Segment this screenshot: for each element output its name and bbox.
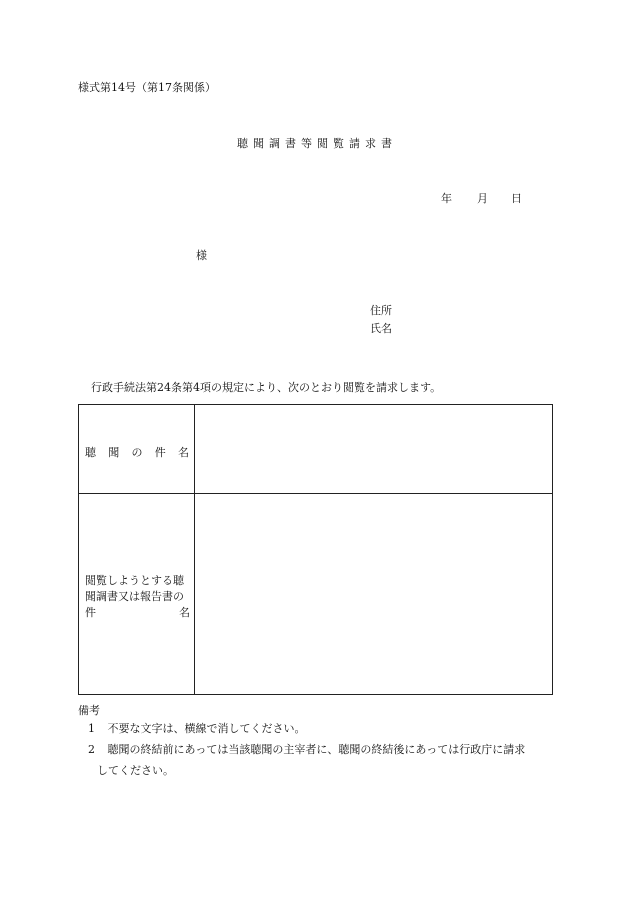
date-year-label: 年 [441,192,452,205]
label-char: 聴 [85,446,96,459]
notes-heading: 備考 [78,704,100,717]
label-char: 件 [85,606,96,619]
note-number: 2 [88,743,95,756]
note-number: 1 [88,722,95,735]
document-case-label [85,573,190,621]
note-text: 聴聞の終結前にあっては当該聴聞の主宰者に、聴聞の終結後にあっては行政庁に請求 [107,743,526,756]
table-row-hearing-case [79,405,552,494]
document-case-label-cell [79,494,195,694]
document-title: 聴聞調書等閲覧請求書 [237,137,397,150]
label-line [85,605,190,621]
note-text: 不要な文字は、横線で消してください。 [107,722,306,735]
label-char: 名 [179,606,190,619]
hearing-case-label-cell [79,405,195,493]
table-row-document-case [79,494,552,694]
label-line: 閲覧しようとする聴 [85,574,184,587]
hearing-case-field[interactable] [195,405,552,493]
hearing-case-label [85,444,189,460]
label-char: 聞 [108,446,120,459]
request-statement: 行政手続法第24条第4項の規定により、次のとおり閲覧を請求します。 [91,381,442,394]
document-case-field[interactable] [195,494,552,694]
form-number: 様式第14号（第17条関係） [78,81,216,94]
request-table [78,404,553,695]
label-char: 名 [178,446,189,459]
note-item-2 [88,739,525,760]
addressee-suffix: 様 [196,249,207,262]
note-item-1 [88,718,306,739]
label-char: の [131,446,143,459]
address-label: 住所 [370,304,392,317]
label-char: 件 [154,446,166,459]
name-label: 氏名 [370,322,392,335]
note-item-2-continuation: してください。 [97,764,174,777]
date-day-label: 日 [511,192,522,205]
date-month-label: 月 [477,192,488,205]
label-line: 聞調書又は報告書の [85,590,184,603]
